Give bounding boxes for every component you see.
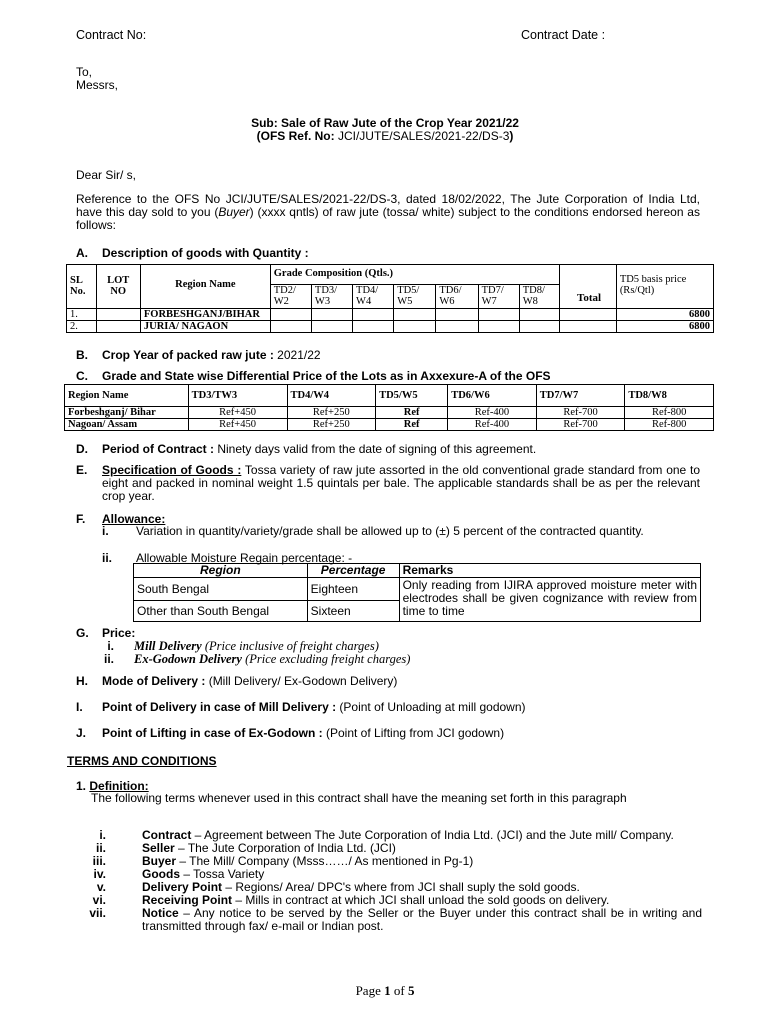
goods-quantity-table: [66, 264, 714, 333]
section-i: I. Point of Delivery in case of Mill Delivery : (Point of Unloading at mill godown): [76, 700, 526, 714]
contract-date-label: Contract Date :: [521, 28, 606, 42]
list-item: iv. Goods – Tossa Variety: [93, 867, 265, 881]
total-header: Total: [577, 292, 602, 304]
grade-td4: TD4/ W4: [353, 285, 394, 309]
grade-td5: TD5/ W5: [394, 285, 436, 309]
section-h: H. Mode of Delivery : (Mill Delivery/ Ex-Godown Delivery): [76, 674, 398, 688]
section-d: D. Period of Contract : Ninety days valid from the date of signing of this agreement.: [76, 442, 537, 456]
price-item-ii: ii. Ex-Godown Delivery (Price excluding freight charges): [103, 652, 411, 666]
grade-td2: TD2/ W2: [270, 285, 311, 309]
table-row: Forbeshganj/ Bihar Ref+450 Ref+250 Ref Ref-400 Ref-700 Ref-800: [65, 407, 714, 419]
grade-td3: TD3/ W3: [311, 285, 352, 309]
section-g-heading: G. Price:: [76, 626, 136, 640]
definition-heading: 1. Definition:: [76, 779, 149, 793]
definition-list: [72, 829, 702, 933]
table-row: Nagoan/ Assam Ref+450 Ref+250 Ref Ref-400 Ref-700 Ref-800: [65, 419, 714, 431]
addressee-block: [76, 66, 118, 92]
page-number: Page 1 of 5: [355, 983, 415, 998]
table-row: 2. JURIA/ NAGAON 6800: [67, 321, 714, 333]
allowance-item-i: i. Variation in quantity/variety/grade shall be allowed up to (±) 5 percent of the contracted quantity.: [102, 524, 644, 538]
section-a-heading: A. Description of goods with Quantity :: [76, 246, 309, 260]
section-b: B. Crop Year of packed raw jute : 2021/22: [76, 348, 321, 362]
list-item: vi. Receiving Point – Mills in contract at which JCI shall unload the sold goods on delivery.: [92, 893, 610, 907]
reference-paragraph: Reference to the OFS No JCI/JUTE/SALES/2021-22/DS-3, dated 18/02/2022, The Jute Corporation of India Ltd, have this day sold to you (Buyer) (xxxx qntls) of raw jute (tossa/ white) subject to the conditions endorsed hereon as follows:: [76, 192, 700, 232]
table-row: South Bengal Eighteen Only reading from IJIRA approved moisture meter with electrodes shall be given cognizance with review from time to time: [134, 578, 701, 601]
sl-header: SL No.: [67, 265, 97, 309]
contract-no-label: Contract No:: [76, 28, 147, 42]
messrs-line: Messrs,: [76, 78, 118, 92]
list-item: i. Contract – Agreement between The Jute Corporation of India Ltd. (JCI) and the Jute mill/ Company.: [99, 828, 674, 842]
section-f-heading: F. Allowance:: [76, 512, 166, 526]
subject-block: [0, 117, 770, 143]
section-c-heading: C. Grade and State wise Differential Price of the Lots as in Axxexure-A of the OFS: [76, 369, 551, 383]
section-e: E. Specification of Goods : Tossa variety of raw jute assorted in the old conventional grade standard from one to eight and packed in nominal weight 1.5 quintals per bale. The applicable standards shall be as per the relevant crop year.: [76, 463, 700, 503]
grade-composition-header: Grade Composition (Qtls.): [270, 265, 559, 285]
region-header: Region Name: [140, 265, 270, 309]
list-item: ii. Seller – The Jute Corporation of India Ltd. (JCI): [95, 841, 396, 855]
price-item-i: i. Mill Delivery (Price inclusive of freight charges): [107, 639, 379, 653]
table-row: 1. FORBESHGANJ/BIHAR 6800: [67, 309, 714, 321]
differential-price-table: Region Name TD3/TW3 TD4/W4 TD5/W5 TD6/W6 TD7/W7 TD8/W8 Forbeshganj/ Bihar Ref+450 Ref+250 Ref Ref-400 Ref-700 Ref-800 Nagoan/ Assam Ref+450 Ref+250 Ref Ref-400 Ref-700 Ref-800: [64, 384, 714, 431]
salutation: Dear Sir/ s,: [76, 168, 137, 182]
lot-header: LOT NO: [96, 265, 140, 309]
list-item: vii. Notice – Any notice to be served by the Seller or the Buyer under this contract shall be in writing and transmitted through fax/ e-mail or Indian post.: [89, 906, 702, 933]
td5-basis-header: TD5 basis price (Rs/Qtl): [616, 265, 713, 309]
definition-intro: The following terms whenever used in this contract shall have the meaning set forth in this paragraph: [91, 791, 627, 805]
grade-td7: TD7/ W7: [478, 285, 519, 309]
grade-td8: TD8/ W8: [519, 285, 559, 309]
to-line: To,: [76, 65, 93, 79]
grade-td6: TD6/ W6: [436, 285, 478, 309]
moisture-table: Region Percentage Remarks South Bengal Eighteen Only reading from IJIRA approved moisture meter with electrodes shall be given cognizance with review from time to time Other than South Bengal Sixteen: [133, 563, 701, 622]
table-row: Other than South Bengal Sixteen: [134, 601, 701, 622]
allowance-item-ii: ii. Allowable Moisture Regain percentage: -: [102, 551, 353, 565]
terms-title: TERMS AND CONDITIONS: [67, 754, 217, 768]
subject-line-2: (OFS Ref. No: JCI/JUTE/SALES/2021-22/DS-3): [256, 129, 514, 143]
list-item: v. Delivery Point – Regions/ Area/ DPC's where from JCI shall suply the sold goods.: [96, 880, 580, 894]
section-j: J. Point of Lifting in case of Ex-Godown : (Point of Lifting from JCI godown): [76, 726, 505, 740]
list-item: iii. Buyer – The Mill/ Company (Msss……/ As mentioned in Pg-1): [92, 854, 474, 868]
subject-line-1: Sub: Sale of Raw Jute of the Crop Year 2021/22: [251, 116, 519, 130]
